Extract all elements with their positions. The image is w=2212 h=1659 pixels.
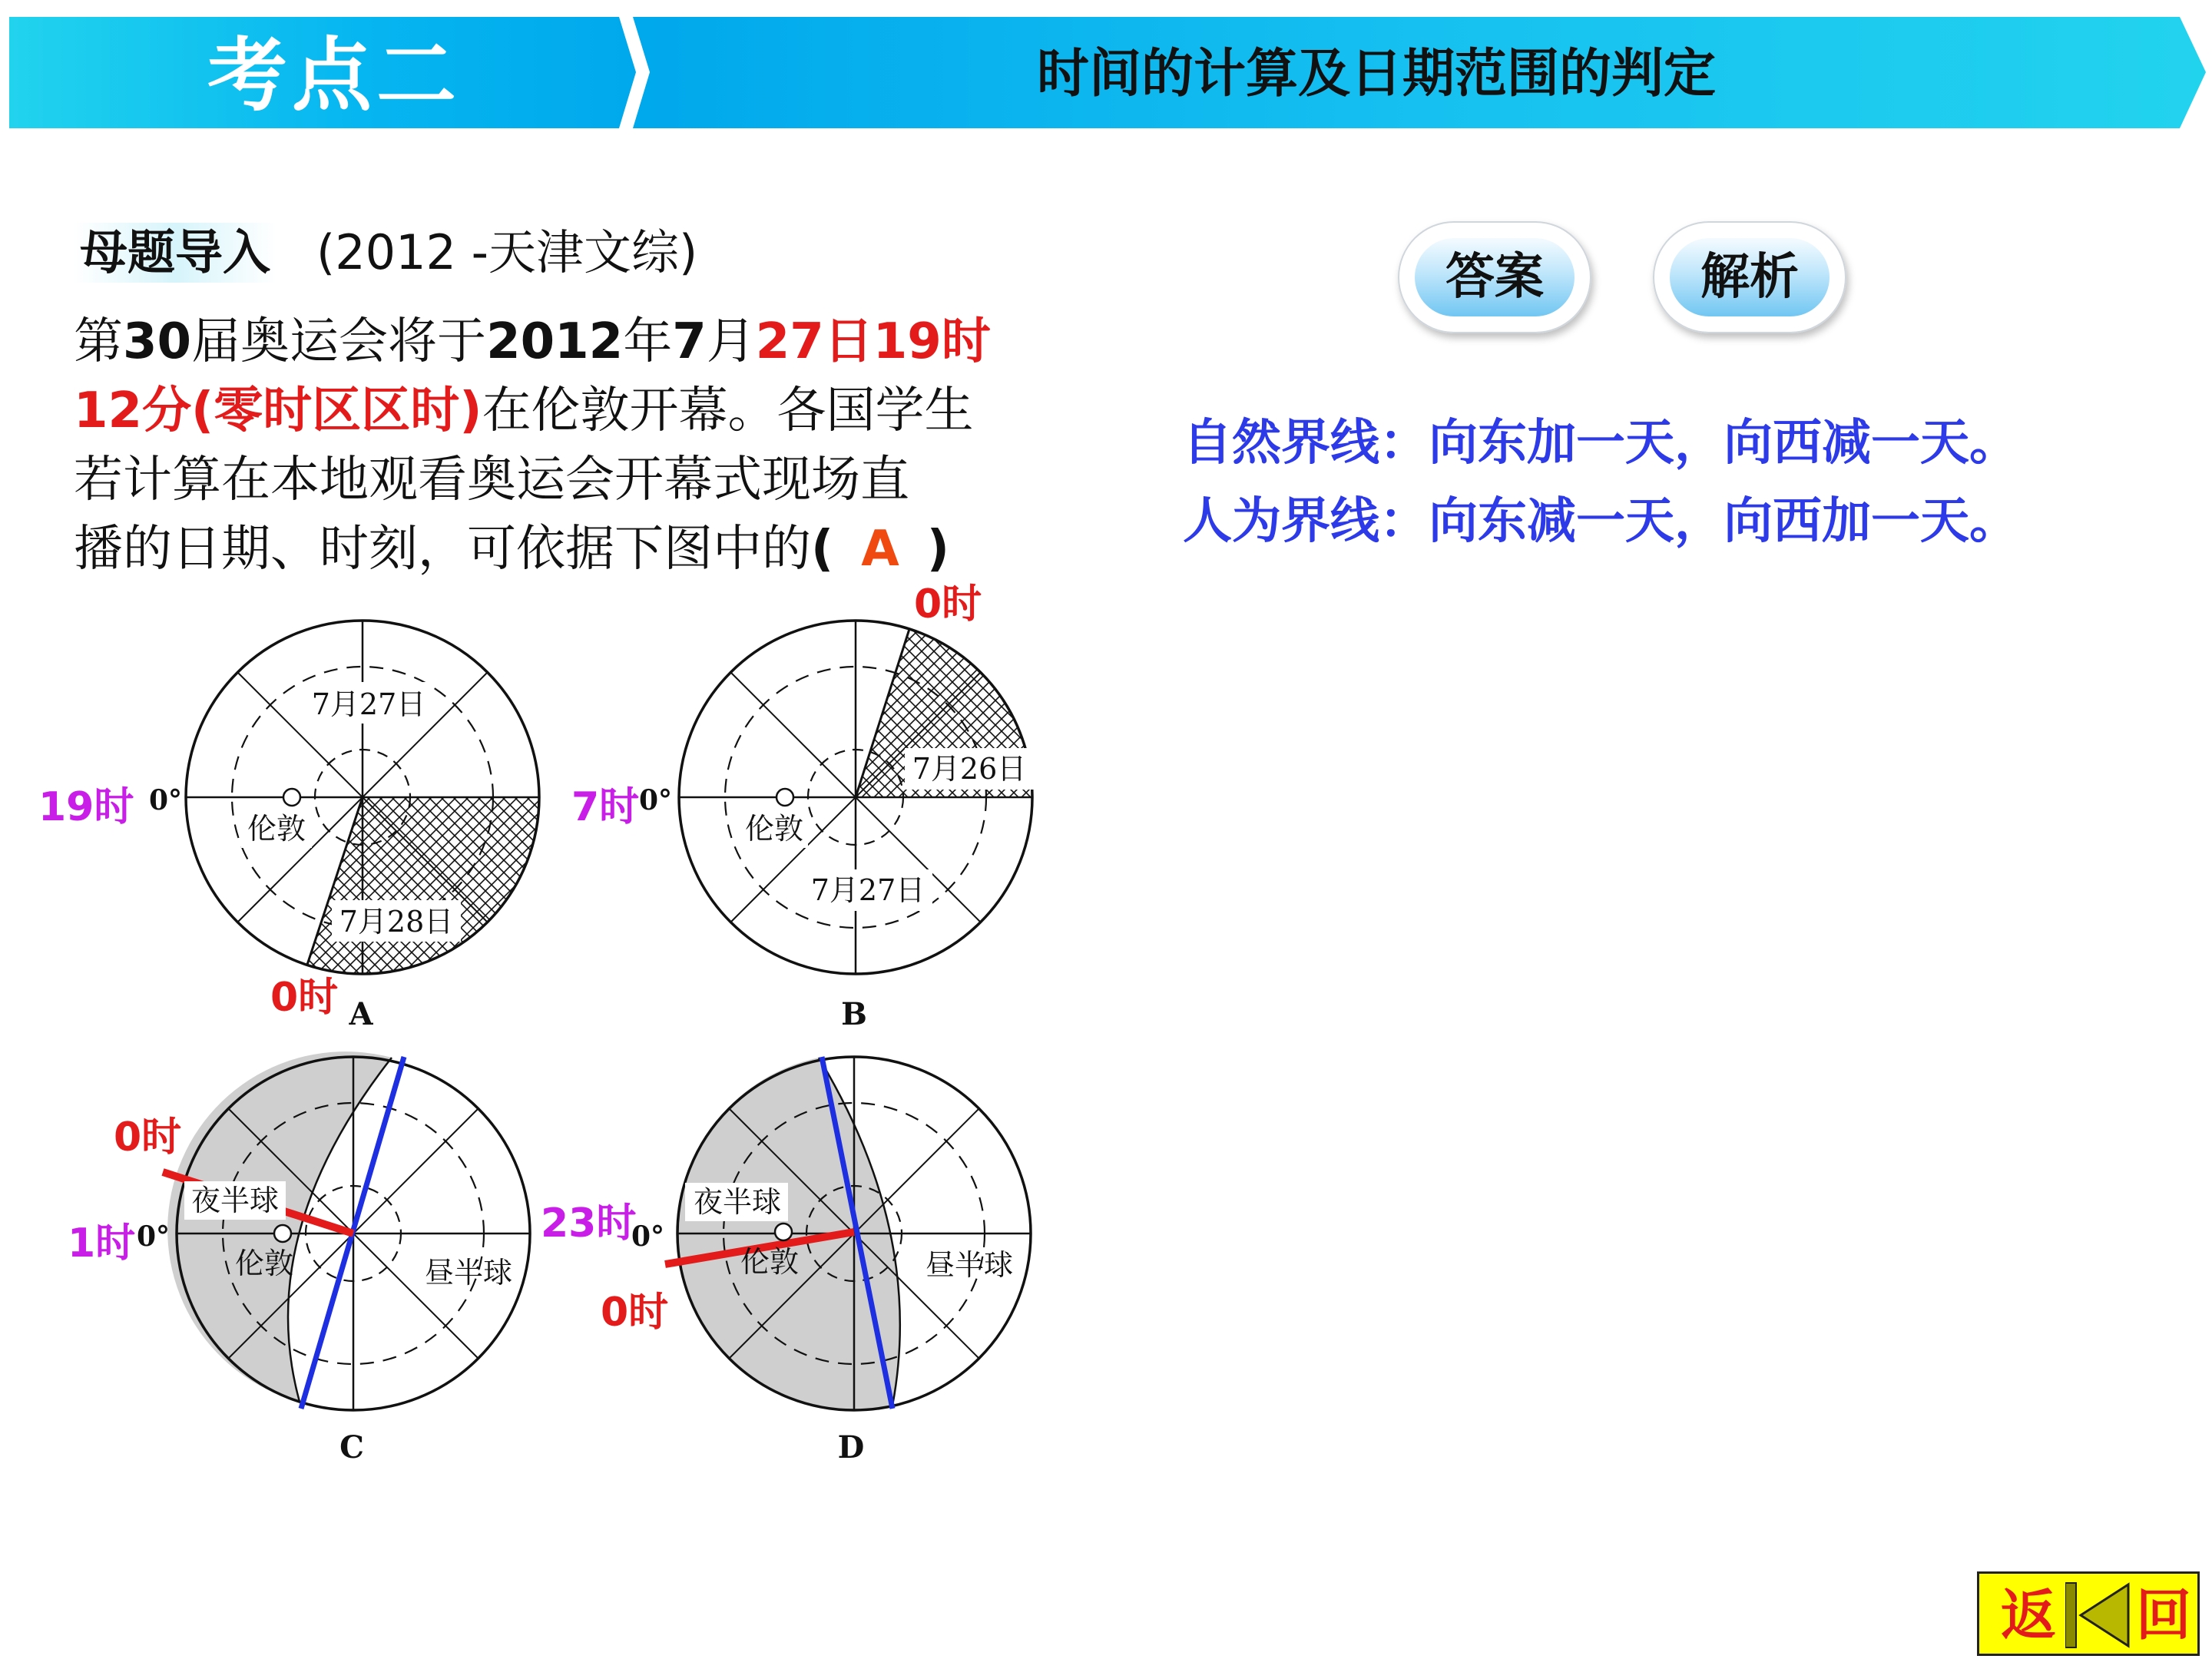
question-text-part: 届奥运会将于 [191, 313, 487, 370]
question-paren-close: ) [926, 521, 950, 578]
diagram-b-letter: B [841, 996, 867, 1032]
question-text-part: 在伦敦开幕。各国学生 [482, 382, 974, 439]
diagram-c-city: 伦敦 [234, 1247, 294, 1280]
section-title: 考点二 [207, 28, 462, 122]
question-month: 7 [672, 313, 707, 370]
diagram-c-day-label: 昼半球 [424, 1256, 513, 1290]
diagram-c [137, 1051, 530, 1465]
question-text-part: 第 [74, 313, 123, 370]
question-text-part: 月 [706, 313, 756, 370]
analysis-button-label[interactable]: 解析 [1670, 238, 1830, 316]
artificial-boundary-rule: 人为界线：向东减一天，向西加一天。 [1183, 493, 2018, 550]
diagram-d-city: 伦敦 [740, 1245, 800, 1279]
diagram-d [631, 1057, 1031, 1465]
diagram-b-zero-deg: 0° [639, 784, 673, 816]
diagram-b-date-bottom: 7月27日 [810, 873, 926, 907]
diagram-c-time-boundary: 0时 [114, 1114, 182, 1161]
natural-boundary-rule: 自然界线：向东加一天，向西减一天。 [1183, 415, 2018, 472]
question-year: 2012 [486, 313, 624, 370]
diagram-c-zero-deg: 0° [137, 1220, 171, 1253]
question-number: 30 [123, 313, 192, 370]
question-answer: A [861, 521, 899, 578]
question-line-3: 若计算在本地观看奥运会开幕式现场直 [74, 452, 909, 508]
diagram-a-city: 伦敦 [247, 812, 306, 846]
diagram-c-night-label: 夜半球 [190, 1184, 280, 1217]
diagram-d-time-boundary: 0时 [601, 1290, 669, 1336]
question-paren-open: ( [811, 521, 834, 578]
question-source: (2012 -天津文综) [316, 224, 698, 280]
question-line-2 [74, 376, 1103, 445]
diagram-a-hatch [307, 797, 539, 974]
diagram-d-day-label: 昼半球 [925, 1248, 1014, 1282]
diagram-a-time-left: 19时 [38, 784, 134, 830]
diagram-a-letter: A [349, 996, 373, 1032]
topic-title: 时间的计算及日期范围的判定 [1037, 44, 1717, 104]
polar-view-diagrams [0, 568, 1121, 1475]
question-text-part: 年 [623, 313, 673, 370]
question-line-1 [74, 307, 1103, 376]
diagram-a-time-boundary: 0时 [270, 975, 339, 1021]
back-button[interactable] [1977, 1571, 2200, 1656]
question-highlight-minutes: 12分(零时区区时) [74, 382, 482, 439]
answer-button[interactable] [1398, 221, 1591, 333]
diagram-a [149, 621, 539, 1032]
diagram-d-night-label: 夜半球 [693, 1185, 782, 1219]
question-highlight-time: 27日19时 [755, 313, 991, 370]
diagram-b-date-right: 7月26日 [912, 752, 1027, 786]
answer-button-label[interactable]: 答案 [1415, 238, 1575, 316]
question-tag: 母题导入 [74, 223, 276, 283]
diagram-a-zero-deg: 0° [149, 784, 183, 816]
diagram-b [639, 621, 1034, 1032]
diagram-d-letter: D [837, 1429, 865, 1465]
diagram-a-date-top: 7月27日 [311, 687, 426, 721]
diagram-b-city: 伦敦 [744, 812, 804, 846]
question-text-part: 播的日期、时刻，可依据下图中的 [74, 521, 811, 578]
back-button-left-char[interactable]: 返 [2001, 1583, 2057, 1647]
analysis-button[interactable] [1653, 221, 1846, 333]
diagram-d-zero-deg: 0° [631, 1220, 665, 1253]
back-button-right-char[interactable]: 回 [2136, 1583, 2192, 1647]
back-arrow-icon[interactable] [2065, 1581, 2131, 1649]
diagram-a-date-bottom: 7月28日 [339, 905, 454, 939]
question-text [74, 307, 1103, 584]
diagram-b-time-boundary: 0时 [914, 581, 982, 628]
diagram-d-time-left: 23时 [541, 1200, 637, 1247]
diagram-c-letter: C [339, 1429, 364, 1465]
diagram-b-time-left: 7时 [571, 784, 640, 830]
diagram-c-time-left: 1时 [68, 1220, 136, 1267]
